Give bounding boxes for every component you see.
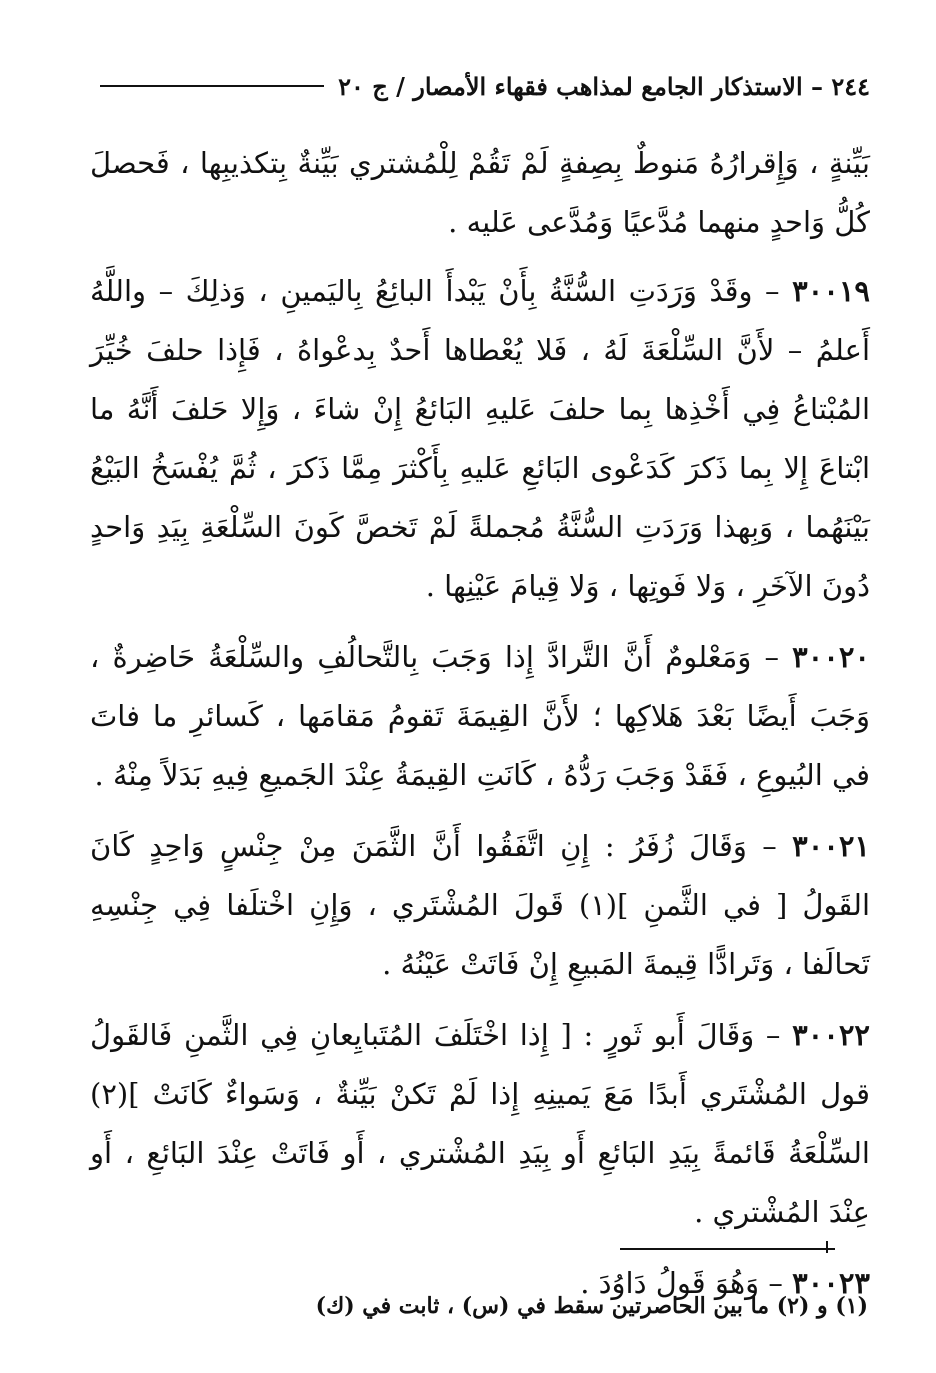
footnote: (١) و (٢) ما بين الحاصرتين سقط في (س) ، ثابت في (ك) [315, 1293, 868, 1319]
paragraph-number: ٣٠٠٢٢ [792, 1018, 870, 1052]
paragraph-text: – وَقَالَ زُفَرُ : إِنِ اتَّفَقُوا أَنَّ الثَّمَنَ مِنْ جِنْسٍ وَاحِدٍ كَانَ القَولُ [ في الثَّمنِ ](١) قَولَ المُشْتَري ، وَإِنِ اخْتلَفا فِي جِنْسِهِ تَحالَفا ، وَتَرادًّا قِيمةَ المَبيعِ إِنْ فَاتَتْ عَيْنُهُ . [90, 829, 870, 981]
paragraph-text: – وَمَعْلومٌ أَنَّ التَّرادَّ إِذا وَجَبَ بِالتَّحالُفِ والسِّلْعَةُ حَاضِرةٌ ، وَجَبَ أَيضًا بَعْدَ هَلاكِها ؛ لأَنَّ القِيمَةَ تَقومُ مَقامَها ، كَسائرِ ما فاتَ في البُيوعِ ، فَقَدْ وَجَبَ رَدُّهُ ، كَانَتِ القِيمَةُ عِنْدَ الجَميعِ فِيهِ بَدَلاً مِنْهُ . [90, 640, 870, 792]
body-text [90, 134, 870, 1325]
running-title: ٢٤٤ – الاستذكار الجامع لمذاهب فقهاء الأمصار / ج ٢٠ [338, 71, 870, 101]
paragraph-number: ٣٠٠٢٠ [792, 640, 870, 674]
footnote-separator [620, 1248, 835, 1250]
paragraph-text: بَيِّنةٍ ، وَإِقرارُهُ مَنوطٌ بِصِفةٍ لَمْ تَقُمْ لِلْمُشتري بَيِّنةٌ بِتكذيبِها ، فَحصلَ كُلُّ وَاحدٍ منهما مُدَّعيًا وَمُدَّعى عَليه . [90, 146, 870, 239]
paragraph-continuation [90, 134, 870, 252]
paragraph-30021 [90, 817, 870, 994]
paragraph-number: ٣٠٠١٩ [792, 274, 870, 308]
paragraph-30020 [90, 628, 870, 805]
paragraph-text: – وقَدْ وَرَدَتِ السُّنَّةُ بِأَنْ يَبْدأَ البائِعُ بِاليَمينِ ، وَذلِكَ – واللَّهُ أَعلمُ – لأَنَّ السِّلْعَةَ لَهُ ، فَلا يُعْطاها أَحدٌ بِدعْواهُ ، فَإِذا حلفَ خُيِّرَ المُبْتاعُ فِي أَخْذِها بِما حلفَ عَليهِ البَائعُ إِنْ شاءَ ، وَإِلا حَلفَ أَنَّهُ ما ابْتاعَ إِلا بِما ذَكرَ كَدَعْوى البَائعِ عَليهِ بِأَكْثرَ مِمَّا ذَكرَ ، ثُمَّ يُفْسَخُ البَيْعُ بَيْنَهُما ، وَبِهذا وَرَدَتِ السُّنَّةُ مُجملةً لَمْ تَخصَّ كَونَ السِّلْعَةِ بِيَدِ وَاحدٍ دُونَ الآخَرِ ، وَلا فَوتِها ، وَلا قِيامَ عَيْنِها . [90, 274, 870, 603]
paragraph-number: ٣٠٠٢٣ [792, 1266, 870, 1300]
footnote-separator-tick [826, 1241, 828, 1253]
paragraph-text: – وَهُوَ قَولُ دَاوُدَ . [580, 1266, 783, 1300]
paragraph-text: – وَقَالَ أَبو ثَورٍ : [ إِذا اخْتَلَفَ المُتَبايِعانِ فِي الثَّمنِ فَالقَولُ قول المُشْتَري أَبدًا مَعَ يَمينِهِ إِذا لَمْ تَكنْ بَيِّنةٌ ، وَسَواءٌ كَانَتْ ](٢) السِّلْعَةُ قَائمةً بِيَدِ البَائعِ أَو بِيَدِ المُشْتري ، أَو فَاتَتْ عِنْدَ البَائعِ ، أَو عِنْدَ المُشْتري . [90, 1018, 870, 1229]
paragraph-number: ٣٠٠٢١ [792, 829, 871, 863]
header-rule [100, 85, 324, 87]
paragraph-30022 [90, 1006, 870, 1242]
running-header [100, 66, 870, 106]
paragraph-30019 [90, 262, 870, 616]
